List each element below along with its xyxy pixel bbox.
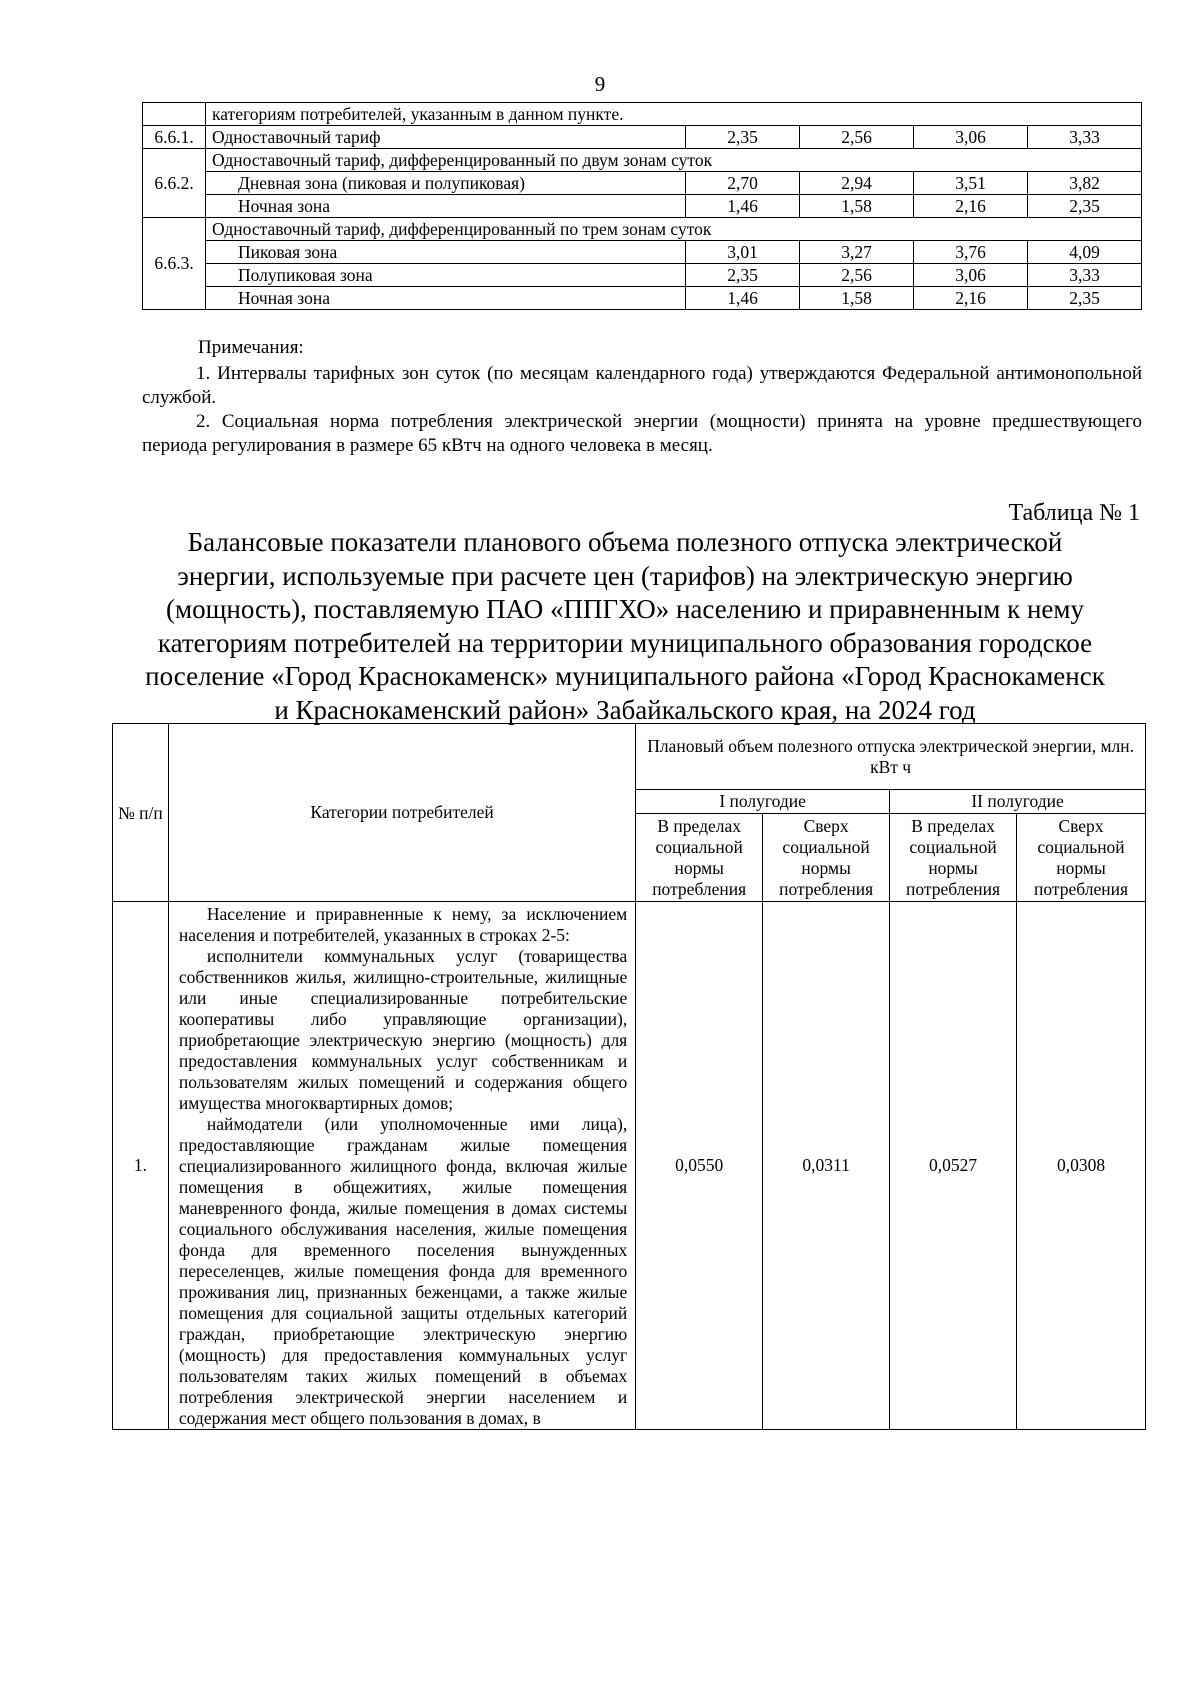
- table-row: [113, 724, 1146, 790]
- table-label: Таблица № 1: [1008, 500, 1140, 526]
- header-category: Категории потребителей: [168, 724, 635, 902]
- category-description: Население и приравненные к нему, за исключением населения и потребителей, указанных в строках 2-5: исполнители коммунальных услуг (товарищества собственников жилья, жилищно-строительные, жилищные или иные специализированные потребительские кооперативы либо управляющие организации), приобретающие электрическую энергию (мощность) для предоставления коммунальных услуг собственникам и пользователям жилых помещений и содержания общего имущества многоквартирных домов; наймодатели (или уполномоченные ими лица), предоставляющие гражданам жилые помещения специализированного жилищного фонда, включая жилые помещения в общежитиях, жилые помещения маневренного фонда, жилые помещения в домах системы социального обслуживания населения, жилые помещения фонда для временного поселения вынужденных переселенцев, жилые помещения фонда для временного проживания лиц, признанных беженцами, а также жилые помещения для социальной защиты отдельных категорий граждан, приобретающие электрическую энергию (мощность) для предоставления коммунальных услуг пользователям таких жилых помещений в объемах потребления электрической энергии населением и содержания мест общего пользования в домах, в: [168, 902, 635, 1430]
- header-half2: II полугодие: [890, 790, 1146, 814]
- table-row: [143, 103, 1142, 126]
- table-row: Ночная зона 1,46 1,58 2,16 2,35: [143, 195, 1142, 218]
- value-cell: 0,0311: [763, 902, 890, 1430]
- header-volume: Плановый объем полезного отпуска электрической энергии, млн. кВт ч: [636, 724, 1146, 790]
- header-within-2: В пределах социальной нормы потребления: [890, 814, 1017, 902]
- notes-heading: Примечания:: [198, 337, 304, 358]
- document-title: Балансовые показатели планового объема полезного отпуска электрической энергии, используемые при расчете цен (тарифов) на электрическую энергию (мощность), поставляемую ПАО «ППГХО» населению и приравненным к нему категориям потребителей на территории муниципального образования городское поселение «Город Краснокаменск» муниципального района «Город Краснокаменск и Краснокаменский район» Забайкальского края, на 2024 год: [145, 527, 1105, 725]
- balance-table: [112, 723, 1146, 1430]
- notes: [142, 336, 1142, 458]
- table-row: [113, 902, 1146, 1430]
- header-above-2: Сверх социальной нормы потребления: [1017, 814, 1146, 902]
- row-number: 1.: [113, 902, 169, 1430]
- header-above-1: Сверх социальной нормы потребления: [763, 814, 890, 902]
- value-cell: 0,0527: [890, 902, 1017, 1430]
- table-row: Пиковая зона 3,01 3,27 3,76 4,09: [143, 241, 1142, 264]
- header-no: № п/п: [113, 724, 169, 902]
- table-row: 6.6.3. Одноставочный тариф, дифференцированный по трем зонам суток: [143, 218, 1142, 241]
- value-cell: 0,0308: [1017, 902, 1146, 1430]
- table-row: Полупиковая зона 2,35 2,56 3,06 3,33: [143, 264, 1142, 287]
- note-item: 2. Социальная норма потребления электрической энергии (мощности) принята на уровне предшествующего периода регулирования в размере 65 кВтч на одного человека в месяц.: [142, 411, 1142, 456]
- tariff-intro: категориям потребителей, указанным в данном пункте.: [206, 103, 1142, 126]
- table-row: 6.6.2. Одноставочный тариф, дифференцированный по двум зонам суток: [143, 149, 1142, 172]
- table-row: Дневная зона (пиковая и полупиковая) 2,70 2,94 3,51 3,82: [143, 172, 1142, 195]
- table-row: Ночная зона 1,46 1,58 2,16 2,35: [143, 287, 1142, 310]
- header-half1: I полугодие: [636, 790, 890, 814]
- table-row: 6.6.1. Одноставочный тариф 2,35 2,56 3,06 3,33: [143, 126, 1142, 149]
- note-item: 1. Интервалы тарифных зон суток (по месяцам календарного года) утверждаются Федеральной антимонопольной службой.: [142, 363, 1142, 408]
- page-number: 9: [594, 72, 606, 96]
- header-within-1: В пределах социальной нормы потребления: [636, 814, 763, 902]
- tariff-table: [142, 102, 1142, 310]
- value-cell: 0,0550: [636, 902, 763, 1430]
